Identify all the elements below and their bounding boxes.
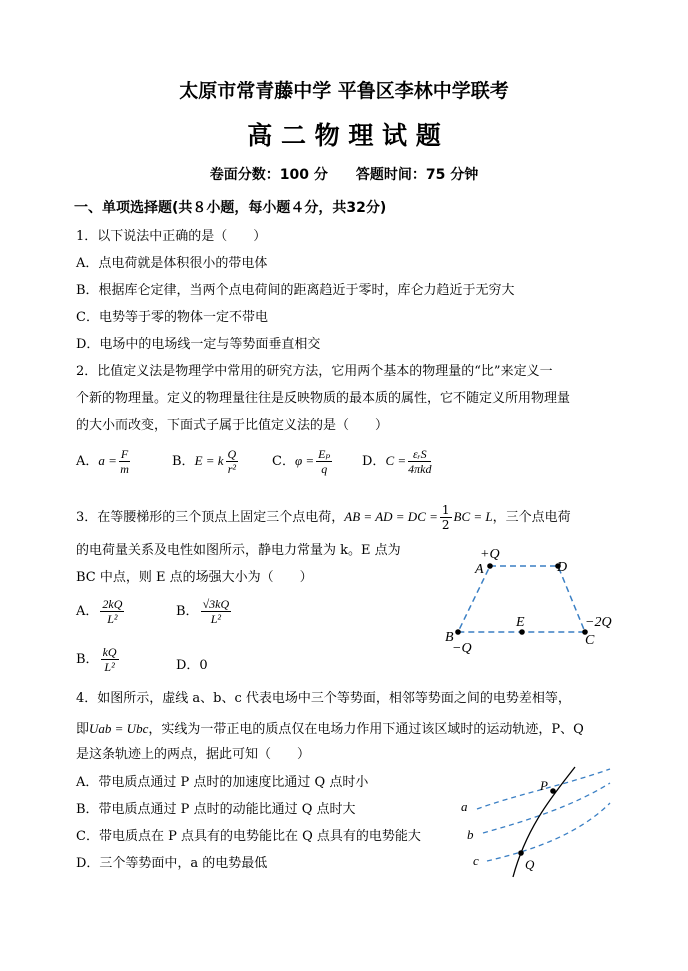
q4-option-c: C．带电质点在 P 点具有的电势能比在 Q 点具有的电势能大 xyxy=(76,829,421,844)
q4-potential-equation: Uab = Ubc xyxy=(89,721,149,736)
q3-c-den: L² xyxy=(104,660,115,674)
q3-c-fraction xyxy=(101,645,119,674)
q3-line2: 的电荷量关系及电性如图所示，静电力常量为 k。E 点为 xyxy=(76,543,401,558)
q3-b-label: B． xyxy=(176,604,199,619)
q3-option-d: D．0 xyxy=(176,658,208,673)
q3-a-fraction xyxy=(100,597,124,626)
label-q: Q xyxy=(525,857,535,872)
label-charge-c: −2Q xyxy=(585,615,612,630)
point-e xyxy=(519,629,525,635)
q4-option-d: D．三个等势面中，a 的电势最低 xyxy=(76,856,268,871)
q3-line1 xyxy=(76,503,571,532)
q3-prefix: 3．在等腰梯形的三个顶点上固定三个点电荷， xyxy=(76,510,345,525)
equipotential-c xyxy=(487,803,610,861)
q3-c-num: kQ xyxy=(102,645,117,659)
q3-half-fraction xyxy=(440,503,452,532)
q3-c-label: B． xyxy=(76,652,99,667)
q3-b-den: L² xyxy=(210,612,221,626)
q1-option-a: A．点电荷就是体积很小的带电体 xyxy=(76,256,268,271)
q3-half-num: 1 xyxy=(441,503,450,517)
q3-half-den: 2 xyxy=(441,518,450,532)
q2-line3: 的大小而改变，下面式子属于比值定义法的是（ ） xyxy=(76,418,389,433)
q2-b-num: Q xyxy=(227,447,237,461)
equipotential-figure xyxy=(455,765,615,885)
q2-line1: 2．比值定义法是物理学中常用的研究方法，它用两个基本的物理量的“比”来定义一 xyxy=(76,364,553,379)
q1-option-b: B．根据库仑定律，当两个点电荷间的距离趋近于零时，库仑力趋近于无穷大 xyxy=(76,283,515,298)
q2-a-fraction xyxy=(119,447,130,476)
q2-d-den: 4πkd xyxy=(408,462,432,476)
q3-option-a xyxy=(76,597,126,626)
q3-eq-left: AB = AD = DC = xyxy=(344,509,438,524)
q2-option-a xyxy=(76,447,132,476)
q2-b-label: B． xyxy=(172,454,195,469)
q1-option-d: D．电场中的电场线一定与等势面垂直相交 xyxy=(76,337,321,352)
q2-line2: 个新的物理量。定义的物理量往往是反映物质的最本质的属性，它不随定义所用物理量 xyxy=(76,391,571,406)
point-b xyxy=(455,629,461,635)
q3-b-fraction xyxy=(201,597,232,626)
q2-option-b xyxy=(172,447,240,476)
q2-a-lhs: a = xyxy=(98,453,117,468)
q2-d-num: εᵣS xyxy=(408,447,431,462)
q3-a-num: 2kQ xyxy=(102,597,123,611)
q2-a-num: F xyxy=(120,447,129,461)
q1-option-c: C．电势等于零的物体一定不带电 xyxy=(76,310,268,325)
q2-a-label: A． xyxy=(76,454,99,469)
q2-c-fraction xyxy=(316,447,332,476)
trapezoid-figure xyxy=(440,540,620,655)
q4-option-a: A．带电质点通过 P 点时的加速度比通过 Q 点时小 xyxy=(76,775,369,790)
q4-line2-post: ，实线为一带正电的质点仅在电场力作用下通过该区域时的运动轨迹，P、Q xyxy=(148,722,584,737)
q4-line2 xyxy=(76,718,584,737)
q3-option-c xyxy=(76,645,121,674)
q2-c-lhs: φ = xyxy=(294,453,315,468)
point-q xyxy=(518,850,524,856)
q2-d-fraction xyxy=(408,447,431,476)
q2-b-fraction xyxy=(226,447,239,476)
q4-line3: 是这条轨迹上的两点，据此可知（ ） xyxy=(76,747,311,762)
point-p xyxy=(550,788,556,794)
section-heading: 一、单项选择题(共８小题，每小题４分，共32分) xyxy=(74,200,387,216)
q3-a-label: A． xyxy=(76,604,99,619)
q2-c-label: C． xyxy=(272,454,295,469)
q3-suffix: ，三个点电荷 xyxy=(492,510,571,525)
label-p: P xyxy=(540,778,548,793)
label-c: c xyxy=(473,853,479,868)
q2-c-den: q xyxy=(321,462,328,476)
q3-option-b xyxy=(176,597,233,626)
label-b: b xyxy=(467,827,474,842)
q2-b-lhs: E = k xyxy=(194,453,224,468)
q2-d-label: D． xyxy=(362,454,386,469)
label-charge-a: +Q xyxy=(480,547,500,562)
paper-title: 高 二 物 理 试 题 xyxy=(247,121,441,150)
q2-a-den: m xyxy=(120,462,129,476)
label-a: A xyxy=(475,562,484,577)
q4-line1: 4．如图所示，虚线 a、b、c 代表电场中三个等势面，相邻等势面之间的电势差相等， xyxy=(76,691,571,706)
q2-option-d xyxy=(362,447,433,476)
label-e: E xyxy=(516,615,525,630)
label-d: D xyxy=(557,560,568,575)
q1-stem: 1．以下说法中正确的是（ ） xyxy=(76,229,267,244)
q3-a-den: L² xyxy=(107,612,118,626)
label-c: C xyxy=(585,633,595,648)
q2-d-lhs: C = xyxy=(385,453,407,468)
q2-b-den: r² xyxy=(227,462,237,476)
label-b: B xyxy=(445,630,454,645)
q2-c-num: Eₚ xyxy=(318,447,331,461)
q4-line2-pre: 即 xyxy=(76,722,90,737)
exam-meta: 卷面分数：100 分 答题时间：75 分钟 xyxy=(209,167,479,183)
label-a: a xyxy=(461,799,468,814)
q4-option-b: B．带电质点通过 P 点时的动能比通过 Q 点时大 xyxy=(76,802,356,817)
point-a xyxy=(487,563,493,569)
q3-line3: BC 中点，则 E 点的场强大小为（ ） xyxy=(76,570,313,585)
q3-eq-right: BC = L xyxy=(453,509,493,524)
label-charge-b: −Q xyxy=(452,641,472,655)
school-header: 太原市常青藤中学 平鲁区李林中学联考 xyxy=(179,80,509,102)
q3-b-num: √3kQ xyxy=(202,597,230,611)
q2-option-c xyxy=(272,447,334,476)
